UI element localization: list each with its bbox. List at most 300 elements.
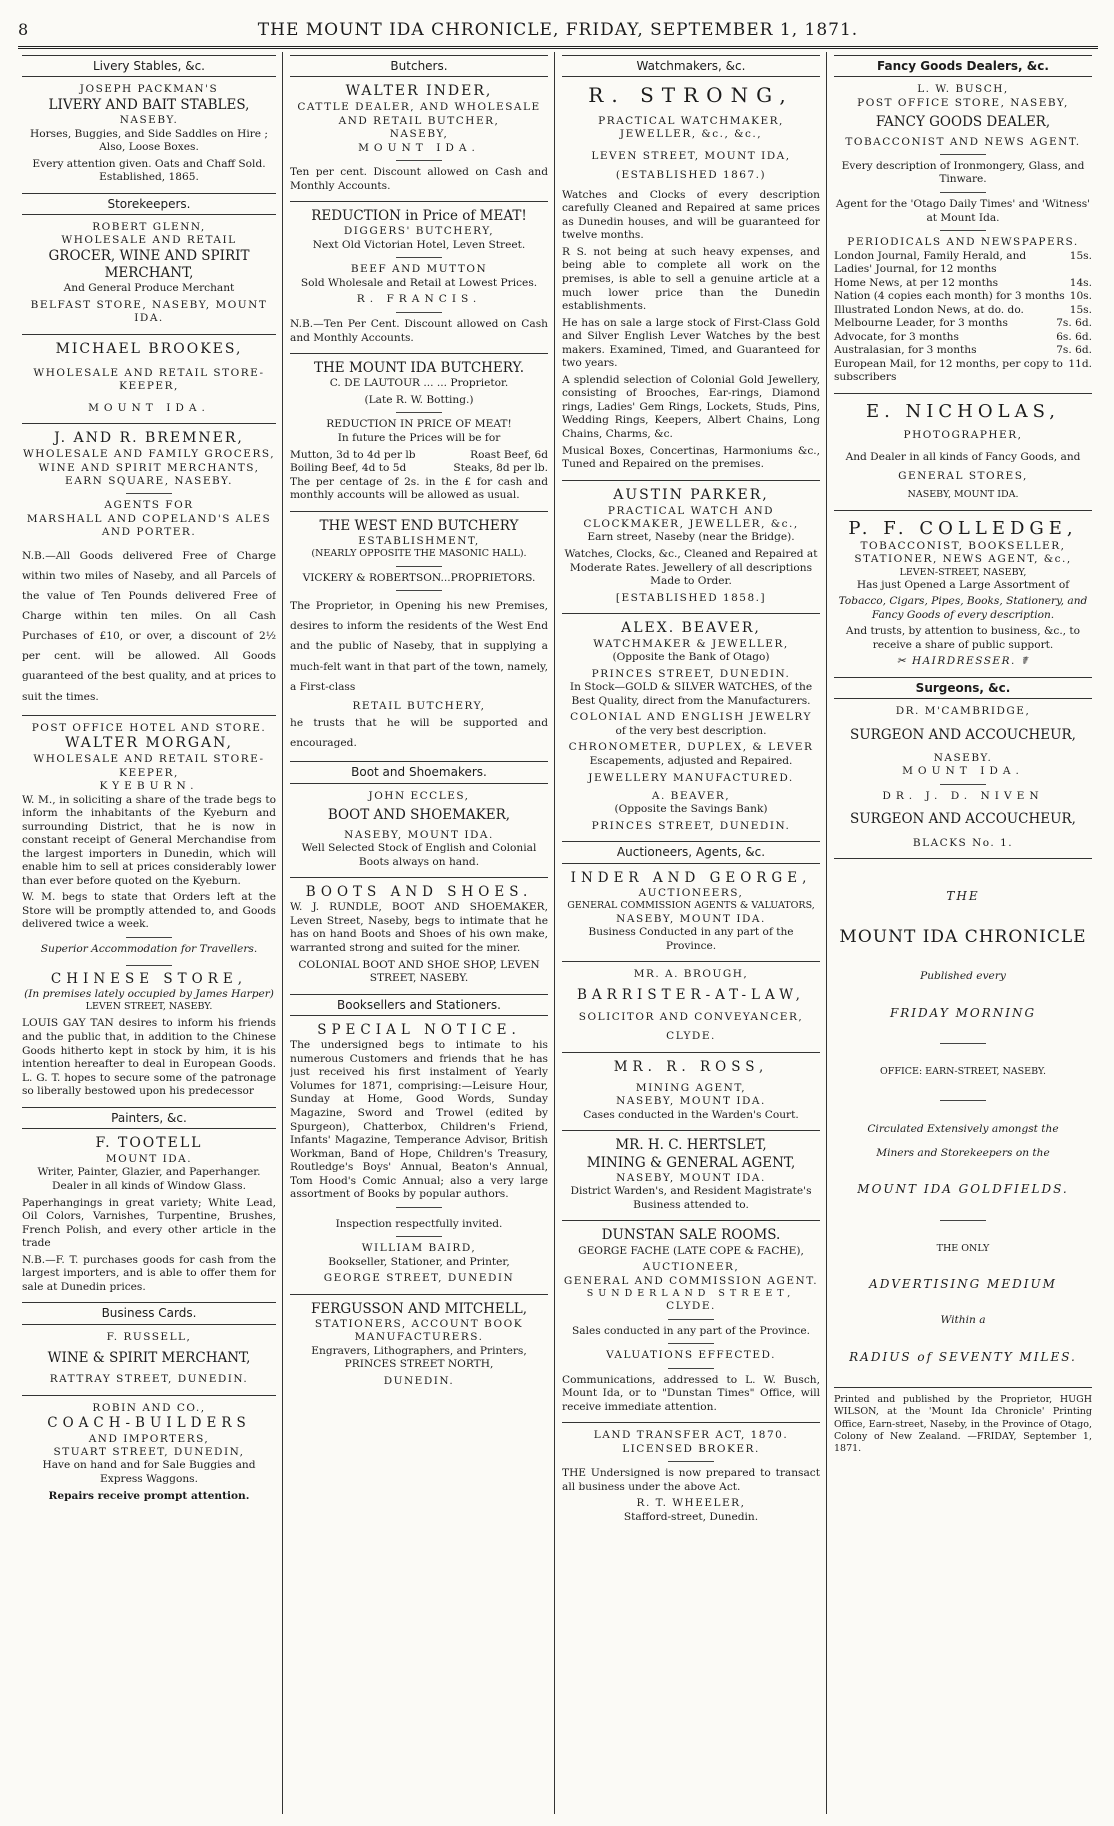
- ad-title: BOOT AND SHOEMAKER,: [327, 807, 511, 824]
- divider: [22, 423, 276, 424]
- ad-chinese-store: [22, 971, 276, 1099]
- ad-title: E. NICHOLAS,: [865, 401, 1061, 423]
- ad-title: DUNSTAN SALE ROOMS.: [601, 1227, 781, 1244]
- ad-robin-co: [22, 1402, 276, 1503]
- page-number: 8: [18, 20, 29, 39]
- ad-title: LIVERY AND BAIT STABLES,: [48, 96, 250, 113]
- ad-est: [ESTABLISHED 1858.]: [615, 591, 767, 604]
- ad-header: POST OFFICE HOTEL AND STORE.: [31, 721, 267, 734]
- periodical-label: Australasian, for 3 months: [834, 344, 977, 357]
- divider: [940, 784, 986, 785]
- ad-place: POST OFFICE STORE, NASEBY,: [857, 96, 1069, 109]
- periodical-row: [834, 317, 1092, 331]
- ad-title: BARRISTER-AT-LAW,: [577, 987, 805, 1004]
- ad-text: (Late R. W. Botting.): [364, 393, 474, 406]
- ad-trade: AUCTIONEERS,: [638, 886, 744, 899]
- section-header: Business Cards.: [22, 1302, 276, 1324]
- ad-text: RETAIL BUTCHERY,: [352, 699, 486, 712]
- ad-title: INDER AND GEORGE,: [570, 869, 812, 886]
- section-header: Surgeons, &c.: [834, 677, 1092, 699]
- ad-text: In future the Prices will be for: [337, 432, 501, 444]
- ad-title: P. F. COLLEDGE,: [848, 517, 1078, 539]
- ad-name: A. BEAVER,: [651, 789, 731, 802]
- price: Boiling Beef, 4d to 5d: [290, 462, 407, 475]
- ad-text: W. J. RUNDLE, BOOT AND SHOEMAKER, Leven Street, Naseby, begs to intimate that he has on hand Boots and Shoes of his own make, warranted strong and suited for the miner.: [290, 901, 548, 954]
- price-row: [290, 462, 548, 476]
- divider: [668, 1368, 714, 1369]
- ad-place: PRINCES STREET, DUNEDIN.: [591, 667, 791, 680]
- ad-trade: WHOLESALE AND RETAIL STORE-KEEPER,: [33, 753, 265, 779]
- ad-place: LEVEN STREET, NASEBY.: [85, 1001, 213, 1013]
- ad-trade: TOBACCONIST, BOOKSELLER, STATIONER, NEWS AGENT, &c.,: [854, 539, 1072, 566]
- section-header: Boot and Shoemakers.: [290, 761, 548, 783]
- ad-text: In Stock—GOLD & SILVER WATCHES, of the Best Quality, direct from the Manufacturers.: [569, 681, 813, 707]
- ad-sub: ESTABLISHMENT,: [358, 535, 480, 547]
- divider: [562, 1220, 820, 1221]
- ad-title: R. STRONG,: [588, 83, 794, 108]
- divider: [290, 201, 548, 202]
- divider: [290, 877, 548, 878]
- ad-text: Watches and Clocks of every description carefully Cleaned and Repaired at same prices as Dunedin houses, and will be guaranteed for twelve months.: [562, 188, 820, 242]
- divider: [562, 480, 820, 481]
- ad-text: Circulated Extensively amongst the: [867, 1123, 1059, 1136]
- divider: [668, 1461, 714, 1462]
- periodical-label: London Journal, Family Herald, and Ladies' Journal, for 12 months: [834, 249, 1027, 276]
- ad-trade: GENERAL AND COMMISSION AGENT.: [563, 1274, 819, 1287]
- ad-austin-parker: [562, 487, 820, 605]
- ad-text: [834, 655, 1092, 668]
- periodical-price: 14s.: [1069, 276, 1092, 289]
- imprint: Printed and published by the Proprietor, HUGH WILSON, at the 'Mount Ida Chronicle' Printing Office, Earn-street, Naseby, in the Province of Otago, Colony of New Zealand. —FRIDAY, September 1, 1871.: [834, 1394, 1092, 1454]
- ad-name: GEORGE FACHE (LATE COPE & FACHE),: [578, 1244, 804, 1257]
- ad-title: MR. H. C. HERTSLET,: [615, 1137, 767, 1154]
- ad-text: (Opposite the Bank of Otago): [612, 651, 770, 664]
- section-header: Storekeepers.: [22, 193, 276, 215]
- ad-text: (NEARLY OPPOSITE THE MASONIC HALL).: [311, 548, 527, 560]
- ad-text: VALUATIONS EFFECTED.: [606, 1349, 776, 1362]
- periodical-price: 15s.: [1069, 249, 1092, 262]
- ad-rundle: [290, 884, 548, 986]
- divider: [396, 1236, 442, 1237]
- ad-text: The per centage of 2s. in the £ for cash and monthly accounts will be allowed as usual.: [290, 475, 548, 502]
- divider: [668, 1343, 714, 1344]
- ad-r-strong: [562, 83, 820, 471]
- ad-brand: MARSHALL AND COPELAND'S ALES AND PORTER.: [26, 512, 272, 539]
- ad-trade: WHOLESALE AND RETAIL STORE-KEEPER,: [33, 366, 265, 393]
- ad-text: Earn street, Naseby (near the Bridge).: [587, 531, 795, 544]
- ad-text: And Dealer in all kinds of Fancy Goods, and: [845, 450, 1081, 463]
- comb-icon: ☤: [1020, 655, 1030, 668]
- periodical-price: 7s. 6d.: [1056, 317, 1092, 330]
- ad-west-end-butchery: [290, 518, 548, 754]
- ad-fergusson-mitchell: [290, 1301, 548, 1389]
- ad-text: W. M. begs to state that Orders left at the Store will be promptly attended to, and Goods delivered twice a week.: [22, 891, 276, 931]
- ad-text: Sold Wholesale and Retail at Lowest Prices.: [300, 276, 538, 289]
- divider: [562, 1052, 820, 1053]
- ad-brough: [562, 968, 820, 1044]
- ad-russell: [22, 1331, 276, 1387]
- divider: [562, 1130, 820, 1131]
- ad-title: THE MOUNT IDA BUTCHERY.: [314, 360, 524, 377]
- ad-text: Cases conducted in the Warden's Court.: [583, 1108, 799, 1121]
- column-rule: [826, 52, 827, 1814]
- column-3: [562, 52, 820, 1814]
- ad-text: LOUIS GAY TAN desires to inform his friends and the public that, in addition to the Chinese Goods hitherto kept in stock by him, it is his intention hereafter to deal in European Goods. L. G. T. hopes to secure some of the patronage so liberally bestowed upon his predecessor: [22, 1017, 276, 1098]
- ad-place: DUNEDIN.: [383, 1374, 455, 1387]
- ad-text: Sales conducted in any part of the Province.: [572, 1324, 810, 1337]
- ad-text: ADVERTISING MEDIUM: [869, 1276, 1057, 1291]
- ad-trade: MINING AGENT,: [635, 1081, 747, 1094]
- ad-text: Ten per cent. Discount allowed on Cash and Monthly Accounts.: [290, 166, 548, 192]
- divider: [290, 511, 548, 512]
- ad-title: WALTER INDER,: [345, 83, 493, 100]
- ad-title: LAND TRANSFER ACT, 1870.: [593, 1429, 789, 1442]
- ad-trade: PRACTICAL WATCHMAKER, JEWELLER, &c., &c.,: [598, 114, 784, 141]
- ad-trade: STATIONERS, ACCOUNT BOOK MANUFACTURERS.: [314, 1318, 524, 1344]
- price: Steaks, 8d per lb.: [453, 462, 548, 475]
- ad-text: he trusts that he will be supported and encouraged.: [290, 717, 548, 750]
- ad-title: SPECIAL NOTICE.: [317, 1021, 521, 1038]
- ad-street: LEVEN-STREET, NASEBY,: [899, 566, 1027, 578]
- ad-text: Within a: [940, 1314, 986, 1327]
- ad-walter-inder: [290, 83, 548, 193]
- ad-text: The undersigned begs to intimate to his numerous Customers and friends that he has just received his first instalment of Yearly Volumes for 1871, comprising:—Leisure Hour, Sunday at Home, Good Words, Sunday Magazine, Sword and Trowel (edited by Spurgeon), Chatterbox, Children's Friend, Infants' Magazine, Temperance Advisor, British Workman, Band of Hope, Children's Treasury, Routledge's Boys' Annual, Beaton's Annual, Tom Hood's Comic Annual; also a very large assortment of Books by popular authors.: [290, 1039, 548, 1201]
- ad-text: Miners and Storekeepers on the: [876, 1146, 1050, 1159]
- ad-michael-brookes: [22, 341, 276, 415]
- ad-post-office-hotel: [22, 722, 276, 957]
- ad-text: of the very best description.: [615, 724, 767, 737]
- ad-title: AUSTIN PARKER,: [613, 486, 769, 503]
- periodical-label: Illustrated London News, at do. do.: [834, 303, 1024, 316]
- ad-text: (Opposite the Savings Bank): [614, 803, 768, 816]
- column-2: [290, 52, 548, 1814]
- ad-title: BOOTS AND SHOES.: [305, 884, 533, 901]
- price: Mutton, 3d to 4d per lb: [290, 448, 416, 461]
- ad-place: NASEBY, MOUNT IDA.: [616, 912, 766, 925]
- ad-street: SUNDERLAND STREET,: [586, 1288, 796, 1300]
- ad-ross: [562, 1059, 820, 1123]
- divider: [396, 257, 442, 258]
- ad-trade: AUCTIONEER,: [642, 1261, 740, 1274]
- column-1: [22, 52, 276, 1814]
- ad-owner: ROBERT GLENN,: [92, 221, 206, 234]
- ad-title: CHINESE STORE,: [50, 970, 248, 987]
- ad-title: FERGUSSON AND MITCHELL,: [311, 1300, 527, 1317]
- divider: [396, 160, 442, 161]
- periodical-price: 6s. 6d.: [1056, 330, 1092, 343]
- ad-owner: ROBIN AND CO.,: [92, 1401, 206, 1414]
- ad-text: THE ONLY: [936, 1242, 990, 1254]
- ad-notice: N.B.—All Goods delivered Free of Charge within two miles of Naseby, and all Parcels of the value of Ten Pounds delivered Free of Charge within ten miles. On all Cash Purchases of £10, or over, a discount of 2½ per cent. will be allowed. All Goods guaranteed of the best quality, and at prices to suit the times.: [22, 549, 276, 703]
- ad-hertslet: [562, 1137, 820, 1212]
- ad-text: Communications, addressed to L. W. Busch, Mount Ida, or to "Dunstan Times" Office, will receive immediate attention.: [562, 1373, 820, 1413]
- ad-place: NASEBY, MOUNT IDA.: [616, 1095, 766, 1108]
- ad-trade: WATCHMAKER & JEWELLER,: [593, 637, 789, 650]
- ad-text: And trusts, by attention to business, &c., to receive a share of public support.: [845, 625, 1081, 651]
- ad-trade: CATTLE DEALER, AND WHOLESALE AND RETAIL BUTCHER,: [297, 101, 541, 127]
- ad-text: Inspection respectfully invited.: [335, 1217, 503, 1230]
- divider: [940, 1100, 986, 1101]
- ad-place: NASEBY, MOUNT IDA.: [616, 1171, 766, 1184]
- ad-place: STUART STREET, DUNEDIN,: [53, 1446, 245, 1459]
- ad-hairdresser: HAIRDRESSER.: [911, 655, 1016, 668]
- divider: [940, 1043, 986, 1044]
- ad-place: Stafford-street, Dunedin.: [623, 1510, 759, 1523]
- ad-text: COLONIAL BOOT AND SHOE SHOP, LEVEN STREET, NASEBY.: [298, 958, 540, 985]
- divider: [22, 715, 276, 716]
- ad-livery-stables: [22, 83, 276, 184]
- ad-text: Repairs receive prompt attention.: [48, 1489, 250, 1502]
- ad-place: CLYDE.: [666, 1030, 716, 1043]
- ad-text: N.B.—F. T. purchases goods for cash from the largest importers, and is able to offer them for sale at Dunedin prices.: [22, 1253, 276, 1293]
- periodical-row: [834, 331, 1092, 345]
- section-header: Auctioneers, Agents, &c.: [562, 841, 820, 863]
- ad-title: MR. R. ROSS,: [613, 1058, 769, 1075]
- divider: [22, 1395, 276, 1396]
- divider: [126, 965, 172, 966]
- masthead: [18, 16, 1098, 49]
- ad-william-baird: [290, 1022, 548, 1286]
- ad-place: MOUNT IDA.: [88, 401, 210, 414]
- ad-text: FRIDAY MORNING: [889, 1005, 1037, 1020]
- ad-inder-george: [562, 870, 820, 953]
- divider: [562, 613, 820, 614]
- ad-text: Writer, Painter, Glazier, and Paperhanger. Dealer in all kinds of Window Glass.: [37, 1166, 261, 1193]
- ad-text: Paperhangings in great variety; White Lead, Oil Colors, Varnishes, Turpentine, Brushes, French Polish, and every other article in the trade: [22, 1196, 276, 1250]
- ad-place: KYEBURN.: [99, 779, 199, 792]
- ad-text: COLONIAL AND ENGLISH JEWELRY: [570, 711, 812, 724]
- scissors-icon: ✂: [896, 655, 908, 668]
- divider: [396, 312, 442, 313]
- ad-text: He has on sale a large stock of First-Class Gold and Silver English Lever Watches by the best makers. Examined, Timed, and Guaranteed for two years.: [562, 316, 820, 370]
- divider: [396, 566, 442, 567]
- ad-text: Business Conducted in any part of the Province.: [588, 925, 794, 952]
- ad-text: A splendid selection of Colonial Gold Jewellery, consisting of Brooches, Ear-rings, Diamond rings, Ladies' Gem Rings, Lockets, Studs, Pins, Wedding Rings, Keepers, Albert Chains, Long Chains, Charms, &c.: [562, 373, 820, 440]
- ad-place: PRINCES STREET, DUNEDIN.: [591, 819, 791, 832]
- ad-text: MOUNT IDA GOLDFIELDS.: [857, 1182, 1069, 1197]
- divider: [940, 1220, 986, 1221]
- ad-name: MR. A. BROUGH,: [633, 968, 749, 981]
- ad-title: J. AND R. BREMNER,: [54, 430, 244, 447]
- divider: [834, 1387, 1092, 1388]
- ad-tagline: Superior Accommodation for Travellers.: [40, 942, 258, 955]
- ad-name: DIGGERS' BUTCHERY,: [343, 225, 495, 238]
- ad-name: DR. M'CAMBRIDGE,: [895, 705, 1031, 718]
- section-header: Fancy Goods Dealers, &c.: [834, 55, 1092, 77]
- ad-text: And General Produce Merchant: [63, 282, 235, 295]
- ad-text: Have on hand and for Sale Buggies and Express Waggons.: [42, 1459, 256, 1486]
- ad-kind: WHOLESALE AND RETAIL: [61, 234, 237, 247]
- ad-title: MOUNT IDA CHRONICLE: [839, 926, 1087, 947]
- ad-place: BELFAST STORE, NASEBY, MOUNT IDA.: [30, 299, 268, 325]
- section-header: Watchmakers, &c.: [562, 55, 820, 77]
- divider: [396, 1207, 442, 1208]
- ad-trade: WHOLESALE AND FAMILY GROCERS, WINE AND SPIRIT MERCHANTS, EARN SQUARE, NASEBY.: [22, 448, 276, 487]
- ad-place: NASEBY,: [389, 128, 449, 141]
- ad-text: CHRONOMETER, DUPLEX, & LEVER: [568, 741, 814, 754]
- ad-trade: PRACTICAL WATCH AND CLOCKMAKER, JEWELLER, &c.,: [583, 504, 799, 530]
- ad-owner: F. RUSSELL,: [106, 1330, 192, 1343]
- ad-text: Agent for the 'Otago Daily Times' and 'Witness' at Mount Ida.: [835, 198, 1091, 224]
- ad-text: Every description of Ironmongery, Glass, and Tinware.: [841, 159, 1085, 186]
- ad-bremner: [22, 430, 276, 707]
- ad-title: SURGEON AND ACCOUCHEUR,: [850, 726, 1076, 743]
- ad-surgeons: [834, 705, 1092, 850]
- divider: [126, 937, 172, 938]
- ad-text: GENERAL STORES,: [898, 470, 1028, 483]
- ad-text: Next Old Victorian Hotel, Leven Street.: [312, 238, 526, 251]
- ad-agents: AGENTS FOR: [104, 499, 194, 512]
- divider: [22, 334, 276, 335]
- periodical-label: Nation (4 copies each month) for 3 months: [834, 290, 1065, 303]
- periodical-label: European Mail, for 12 months, per copy to subscribers: [834, 357, 1063, 384]
- ad-tootell: [22, 1135, 276, 1294]
- divider: [668, 1319, 714, 1320]
- ad-text: Well Selected Stock of English and Colonial Boots always on hand.: [301, 841, 537, 868]
- periodical-price: 11d.: [1068, 357, 1092, 370]
- ad-trade: PHOTOGRAPHER,: [903, 429, 1023, 442]
- ad-subheader: PERIODICALS AND NEWSPAPERS.: [847, 236, 1079, 249]
- ad-sub: AND IMPORTERS,: [88, 1432, 210, 1445]
- ad-sub: GENERAL COMMISSION AGENTS & VALUATORS,: [567, 900, 815, 912]
- divider: [834, 393, 1092, 394]
- ad-owner: R. FRANCIS.: [356, 293, 482, 306]
- divider: [126, 493, 172, 494]
- column-4: [834, 52, 1092, 1814]
- ad-place: BLACKS No. 1.: [912, 836, 1014, 849]
- periodical-price: 10s.: [1069, 290, 1092, 303]
- ad-title: FANCY GOODS DEALER,: [875, 114, 1051, 131]
- ad-text: Has just Opened a Large Assortment of: [856, 578, 1070, 591]
- ad-name: DR. J. D. NIVEN: [882, 789, 1044, 802]
- ad-text: Watches, Clocks, &c., Cleaned and Repaired at Moderate Rates. Jewellery of all descriptions Made to Order.: [564, 547, 818, 588]
- ad-place: NASEBY.: [933, 751, 993, 764]
- periodical-price: 7s. 6d.: [1056, 344, 1092, 357]
- ad-title: THE WEST END BUTCHERY: [319, 517, 519, 534]
- ad-title: REDUCTION in Price of MEAT!: [311, 208, 527, 225]
- ad-title: F. TOOTELL: [95, 1135, 203, 1152]
- ad-place: GEORGE STREET, DUNEDIN: [323, 1272, 515, 1285]
- ad-title: WALTER MORGAN,: [65, 735, 233, 752]
- price-row: [290, 449, 548, 463]
- divider: [834, 510, 1092, 511]
- ad-text: REDUCTION IN PRICE OF MEAT!: [326, 418, 512, 431]
- ad-text: JEWELLERY MANUFACTURED.: [588, 772, 794, 785]
- divider: [940, 192, 986, 193]
- ad-text: R S. not being at such heavy expenses, and being able to complete all work on the premises, is able to sell a genuine article at a much lower price than the Dunedin establishments.: [562, 245, 820, 313]
- ad-trade: SOLICITOR AND CONVEYANCER,: [578, 1010, 804, 1023]
- ad-owner: L. W. BUSCH,: [917, 83, 1009, 96]
- ad-mount-ida-butchery: [290, 360, 548, 503]
- periodical-price: 15s.: [1069, 303, 1092, 316]
- divider: [834, 858, 1092, 859]
- ad-text: Musical Boxes, Concertinas, Harmoniums &c., Tuned and Repaired on the premises.: [562, 444, 820, 471]
- ad-text: Engravers, Lithographers, and Printers, PRINCES STREET NORTH,: [311, 1344, 527, 1371]
- masthead-title: THE MOUNT IDA CHRONICLE, FRIDAY, SEPTEMBER 1, 1871.: [257, 20, 859, 40]
- ad-busch: [834, 83, 1092, 385]
- ad-sub: LICENSED BROKER.: [622, 1442, 760, 1455]
- divider: [940, 230, 986, 231]
- ad-title: MICHAEL BROOKES,: [55, 340, 243, 357]
- ad-title: GROCER, WINE AND SPIRIT MERCHANT,: [48, 247, 250, 282]
- ad-title: ALEX. BEAVER,: [621, 620, 761, 637]
- ad-owner: JOSEPH PACKMAN'S: [79, 83, 219, 96]
- periodical-label: Home News, at per 12 months: [834, 276, 999, 289]
- ad-colledge: [834, 517, 1092, 669]
- ad-text: District Warden's, and Resident Magistrate's Business attended to.: [570, 1185, 812, 1211]
- divider: [396, 412, 442, 413]
- ad-text: N.B.—Ten Per Cent. Discount allowed on Cash and Monthly Accounts.: [290, 318, 548, 344]
- ad-text: Horses, Buggies, and Side Saddles on Hire ; Also, Loose Boxes.: [30, 127, 268, 154]
- divider: [940, 154, 986, 155]
- periodical-row: [834, 250, 1092, 277]
- ad-text: The Proprietor, in Opening his new Premises, desires to inform the residents of the West End and the public of Naseby, that in supplying a much-felt want in that part of the town, namely, a First-class: [290, 600, 548, 693]
- ad-text: BEEF AND MUTTON: [350, 263, 488, 276]
- ad-robert-glenn: [22, 221, 276, 326]
- section-header: Livery Stables, &c.: [22, 55, 276, 77]
- ad-name: WILLIAM BAIRD,: [361, 1242, 477, 1255]
- ad-place: NASEBY.: [119, 114, 179, 127]
- ad-text: THE Undersigned is now prepared to transact all business under the above Act.: [562, 1467, 820, 1493]
- periodical-row: [834, 277, 1092, 291]
- ad-diggers-butchery: [290, 208, 548, 345]
- ad-trade: MINING & GENERAL AGENT,: [586, 1154, 796, 1171]
- ad-chronicle: [834, 889, 1092, 1365]
- divider: [396, 590, 442, 591]
- ad-place: CLYDE.: [666, 1300, 716, 1313]
- ad-place: MOUNT IDA.: [105, 1153, 193, 1166]
- ad-owner: JOHN ECCLES,: [368, 789, 470, 802]
- ad-place: NASEBY, MOUNT IDA.: [907, 489, 1019, 501]
- ad-title: COACH-BUILDERS: [47, 1415, 251, 1432]
- divider: [290, 1294, 548, 1295]
- ad-name: R. T. WHEELER,: [636, 1497, 746, 1510]
- section-header: Booksellers and Stationers.: [290, 994, 548, 1016]
- ad-text: Every attention given. Oats and Chaff Sold. Established, 1865.: [32, 157, 266, 184]
- ad-nicholas: [834, 400, 1092, 502]
- periodical-label: Melbourne Leader, for 3 months: [834, 317, 1008, 330]
- divider: [562, 1422, 820, 1423]
- ad-text: Escapements, adjusted and Repaired.: [589, 754, 793, 767]
- ad-sub: (In premises lately occupied by James Harper): [24, 987, 274, 1000]
- ad-title: WINE & SPIRIT MERCHANT,: [47, 1350, 251, 1367]
- ad-alex-beaver: [562, 620, 820, 833]
- periodical-row: [834, 304, 1092, 318]
- ad-place: LEVEN STREET, MOUNT IDA,: [591, 149, 791, 162]
- ad-text: C. DE LAUTOUR ... ... Proprietor.: [329, 377, 509, 390]
- ad-text: RADIUS of SEVENTY MILES.: [849, 1349, 1077, 1364]
- ad-text: Bookseller, Stationer, and Printer,: [328, 1255, 510, 1268]
- ad-land-transfer: [562, 1429, 820, 1524]
- column-rule: [554, 52, 555, 1814]
- periodical-row: [834, 290, 1092, 304]
- periodicals-list: [834, 250, 1092, 385]
- ad-john-eccles: [290, 790, 548, 869]
- periodical-row: [834, 358, 1092, 385]
- section-header: Painters, &c.: [22, 1107, 276, 1129]
- ad-text: THE: [946, 889, 980, 904]
- ad-place: NASEBY, MOUNT IDA.: [344, 828, 494, 841]
- periodical-row: [834, 344, 1092, 358]
- ad-text: Tobacco, Cigars, Pipes, Books, Stationery, and Fancy Goods of every description.: [838, 595, 1088, 621]
- divider: [290, 353, 548, 354]
- ad-place: MOUNT IDA.: [358, 141, 480, 154]
- ad-text: Published every: [920, 970, 1006, 983]
- ad-est: (ESTABLISHED 1867.): [615, 169, 767, 182]
- ad-text: W. M., in soliciting a share of the trade begs to inform the inhabitants of the Kyeburn and surrounding District, that he is now in constant receipt of General Merchandise from the largest importers in Dunedin, which will enable him to sell at prices considerably lower than ever before quoted on the Kyeburn.: [22, 793, 276, 887]
- periodical-label: Advocate, for 3 months: [834, 330, 959, 343]
- column-rule: [282, 52, 283, 1814]
